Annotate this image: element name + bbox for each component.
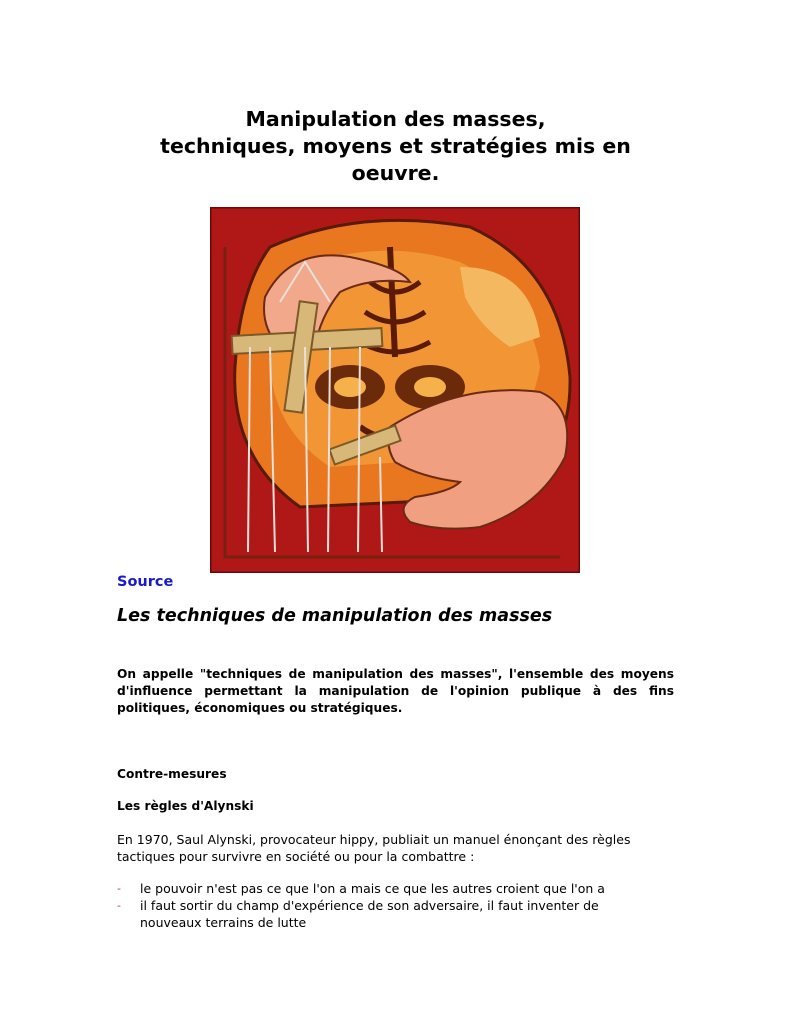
title-line-2: techniques, moyens et stratégies mis en [160, 134, 631, 158]
countermeasures-heading: Contre-mesures [117, 767, 227, 781]
rule-text: il faut sortir du champ d'expérience de son adversaire, il faut inventer de nouveaux terrains de lutte [140, 898, 599, 930]
rule-text: le pouvoir n'est pas ce que l'on a mais ce que les autres croient que l'on a [140, 881, 605, 896]
alynski-rules-heading: Les règles d'Alynski [117, 799, 254, 813]
intro-paragraph: On appelle "techniques de manipulation des masses", l'ensemble des moyens d'influence permettant la manipulation de l'opinion publique à des fins politiques, économiques ou stratégiques. [117, 667, 674, 715]
puppet-manipulation-illustration [210, 207, 580, 573]
section-subtitle: Les techniques de manipulation des masses [117, 606, 553, 626]
source-link[interactable]: Source [117, 574, 174, 590]
bullet-dash-icon: - [117, 882, 121, 895]
title-line-3: oeuvre. [351, 161, 440, 185]
alynski-rules-list [117, 880, 637, 931]
list-item [117, 880, 637, 897]
bullet-dash-icon: - [117, 899, 121, 912]
title-line-1: Manipulation des masses, [245, 107, 546, 131]
document-title [100, 106, 691, 187]
list-item [117, 897, 637, 931]
alynski-paragraph: En 1970, Saul Alynski, provocateur hippy, publiait un manuel énonçant des règles tactiques pour survivre en société ou pour la combattre : [117, 832, 631, 864]
